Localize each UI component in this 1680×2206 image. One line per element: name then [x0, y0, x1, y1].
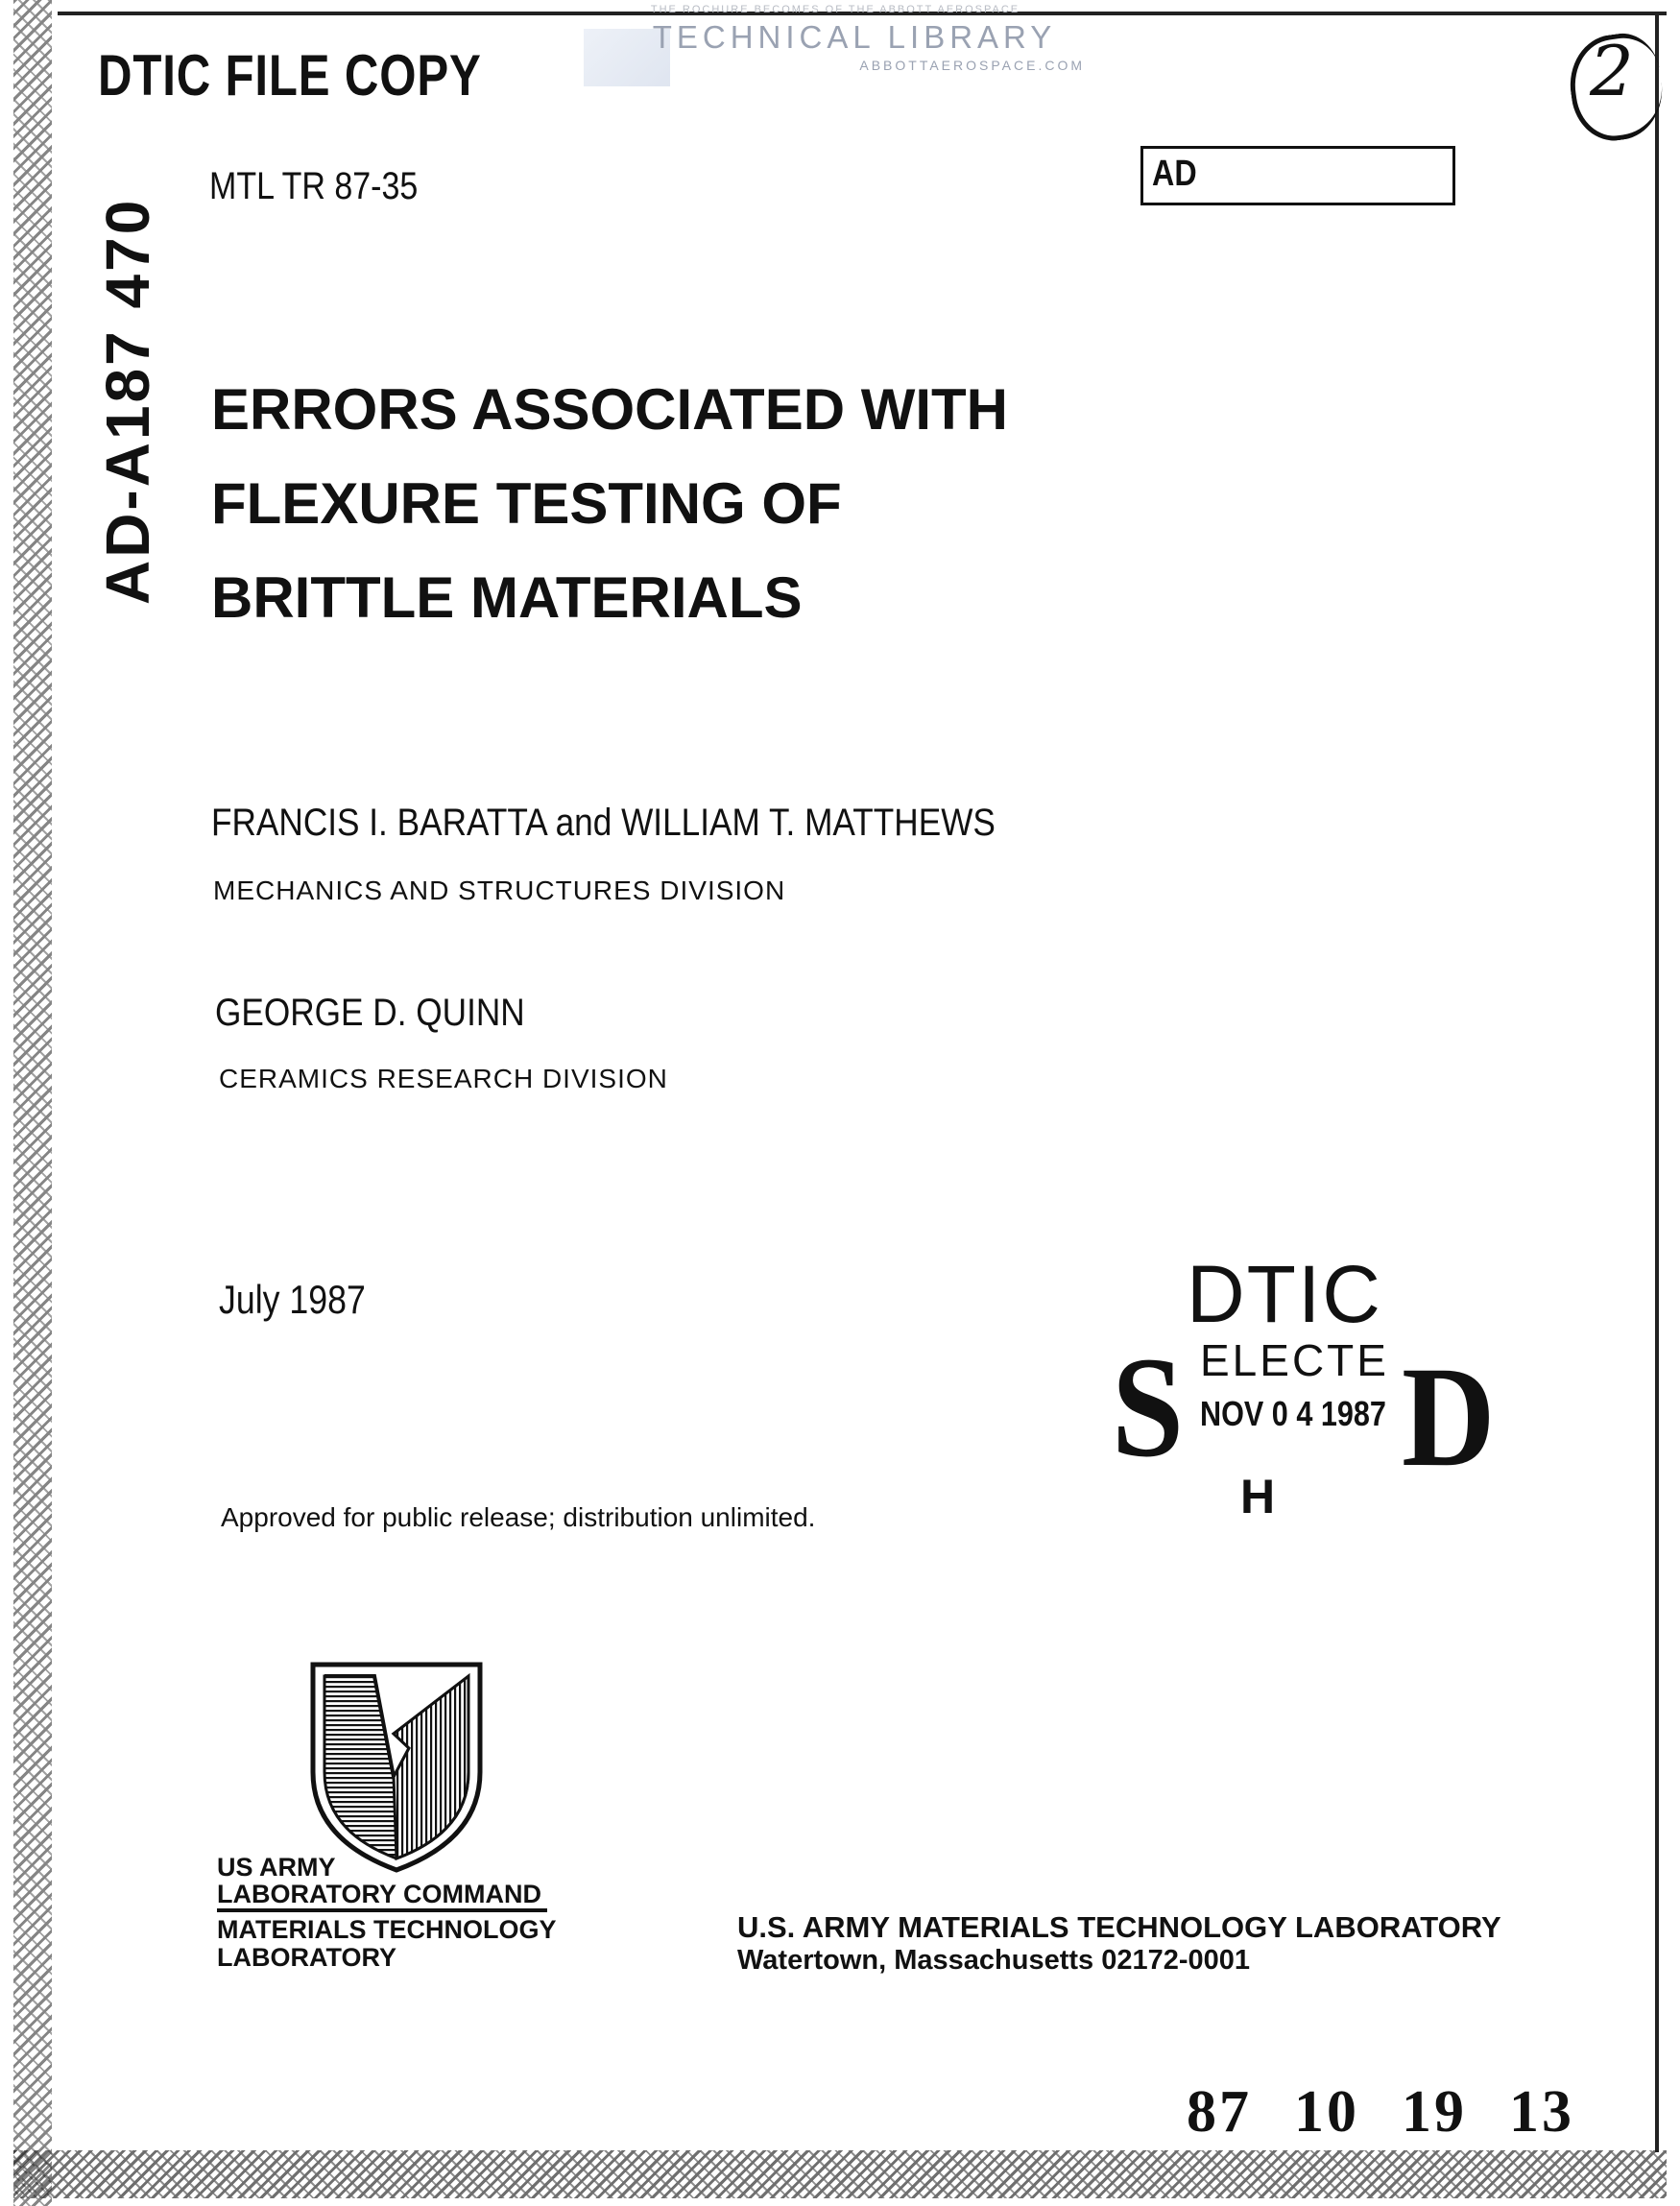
doc-num-part: 19: [1402, 2079, 1467, 2145]
watermark-site: ABBOTTAEROSPACE.COM: [859, 58, 1085, 73]
stamp-h: H: [1240, 1470, 1276, 1523]
division-1: MECHANICS AND STRUCTURES DIVISION: [213, 875, 786, 905]
stamp-dtic: DTIC: [1187, 1249, 1382, 1339]
doc-num-part: 10: [1294, 2079, 1359, 2145]
doc-num-part: 13: [1509, 2079, 1574, 2145]
command-laboratory: LABORATORY: [217, 1943, 396, 1972]
authors-group-2: GEORGE D. QUINN: [215, 992, 525, 1034]
division-2: CERAMICS RESEARCH DIVISION: [219, 1064, 668, 1093]
accession-number: AD-A187 470: [93, 197, 162, 605]
distribution-statement: Approved for public release; distribution unlimited.: [221, 1502, 816, 1532]
command-lab-command: LABORATORY COMMAND: [217, 1880, 541, 1908]
watermark-title: TECHNICAL LIBRARY: [652, 19, 1057, 55]
report-number: MTL TR 87-35: [209, 165, 419, 207]
laboratory-name: U.S. ARMY MATERIALS TECHNOLOGY LABORATORY: [737, 1910, 1501, 1944]
title-line-1: ERRORS ASSOCIATED WITH: [211, 377, 1009, 442]
stamp-electe: ELECTE: [1200, 1335, 1389, 1385]
army-shield-emblem-icon: [305, 1657, 488, 1878]
scan-noise-bottom-border: [13, 2150, 1667, 2198]
laboratory-address: Watertown, Massachusetts 02172-0001: [737, 1945, 1251, 1976]
command-divider: [217, 1908, 547, 1912]
stamp-s: S: [1112, 1328, 1185, 1487]
doc-num-part: 87: [1187, 2079, 1252, 2145]
title-line-3: BRITTLE MATERIALS: [211, 565, 803, 630]
authors-group-1: FRANCIS I. BARATTA and WILLIAM T. MATTHEWS: [211, 802, 996, 844]
report-title: [211, 363, 1171, 645]
file-copy-stamp: DTIC FILE COPY: [98, 43, 482, 108]
title-line-2: FLEXURE TESTING OF: [211, 471, 842, 536]
stamp-date: NOV 0 4 1987: [1200, 1394, 1386, 1433]
ad-label: AD: [1152, 154, 1197, 194]
publication-date: July 1987: [219, 1277, 366, 1322]
command-us-army: US ARMY: [217, 1853, 336, 1882]
handwritten-mark: 2: [1590, 31, 1634, 111]
document-control-number: [1187, 2078, 1617, 2146]
stamp-d: D: [1402, 1337, 1496, 1497]
page-right-rule: [1655, 12, 1659, 2152]
watermark-top-line: THE ROCHURE BECOMES OF THE ABBOTT AEROSPACE: [650, 4, 1020, 15]
command-mtl: MATERIALS TECHNOLOGY: [217, 1915, 557, 1944]
scan-noise-left-border: [13, 0, 52, 2206]
